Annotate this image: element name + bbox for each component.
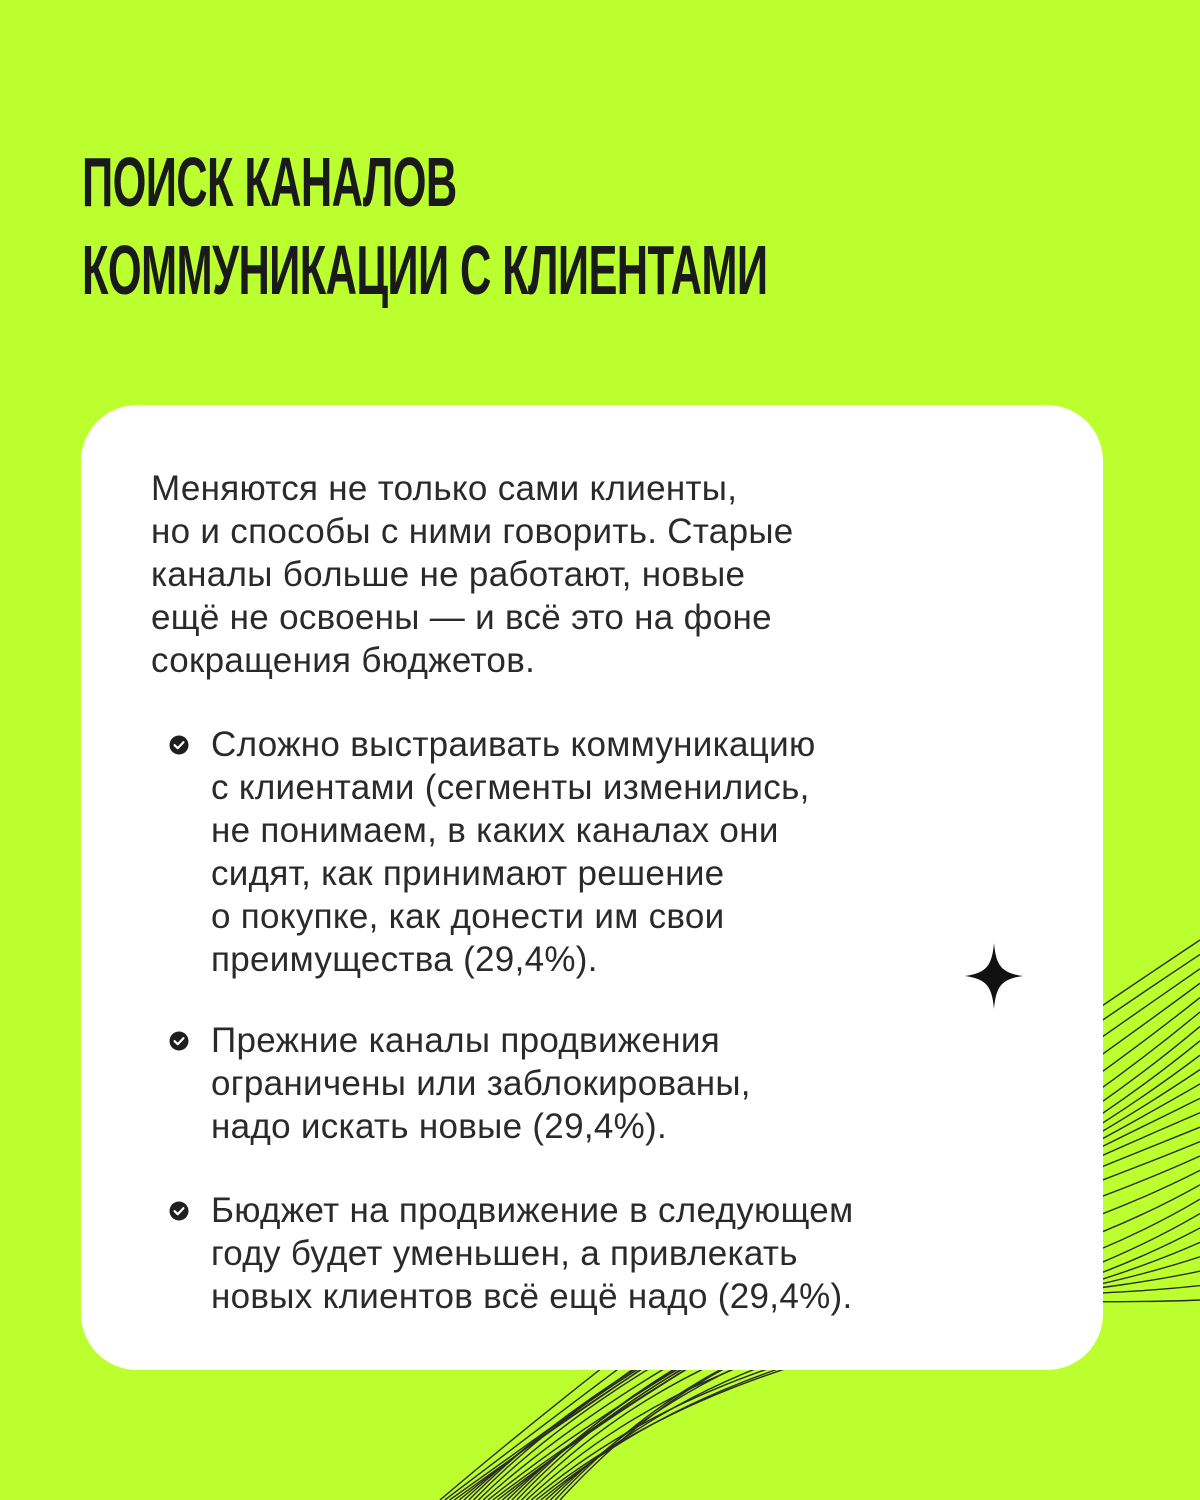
check-circle-icon xyxy=(169,735,189,755)
bullet-line: сидят, как принимают решение xyxy=(211,854,725,893)
intro-paragraph xyxy=(151,467,1031,682)
intro-line: Меняются не только сами клиенты, xyxy=(151,469,738,508)
bullet-text xyxy=(211,723,1071,981)
bullet-line: надо искать новые (29,4%). xyxy=(211,1107,668,1146)
four-point-star-icon xyxy=(965,943,1023,1009)
title-line-1: ПОИСК КАНАЛОВ xyxy=(82,143,457,221)
bullet-line: новых клиентов всё ещё надо (29,4%). xyxy=(211,1277,853,1316)
content-card xyxy=(81,405,1103,1370)
bullet-text xyxy=(211,1019,1071,1148)
bullet-line: не понимаем, в каких каналах они xyxy=(211,811,779,850)
bullet-line: преимущества (29,4%). xyxy=(211,940,598,979)
title-line-2: КОММУНИКАЦИИ С КЛИЕНТАМИ xyxy=(82,231,768,309)
intro-line: каналы больше не работают, новые xyxy=(151,555,746,594)
intro-line: сокращения бюджетов. xyxy=(151,641,536,680)
bullet-line: Прежние каналы продвижения xyxy=(211,1021,721,1060)
bullet-line: году будет уменьшен, а привлекать xyxy=(211,1234,798,1273)
bullet-text xyxy=(211,1189,1071,1318)
intro-line: ещё не освоены — и всё это на фоне xyxy=(151,598,772,637)
bullet-line: ограничены или заблокированы, xyxy=(211,1064,751,1103)
page-title xyxy=(82,138,1148,314)
check-circle-icon xyxy=(169,1031,189,1051)
bullet-line: Сложно выстраивать коммуникацию xyxy=(211,725,816,764)
bullet-line: Бюджет на продвижение в следующем xyxy=(211,1191,854,1230)
check-circle-icon xyxy=(169,1201,189,1221)
bullet-line: с клиентами (сегменты изменились, xyxy=(211,768,810,807)
intro-line: но и способы с ними говорить. Старые xyxy=(151,512,794,551)
bullet-line: о покупке, как донести им свои xyxy=(211,897,725,936)
